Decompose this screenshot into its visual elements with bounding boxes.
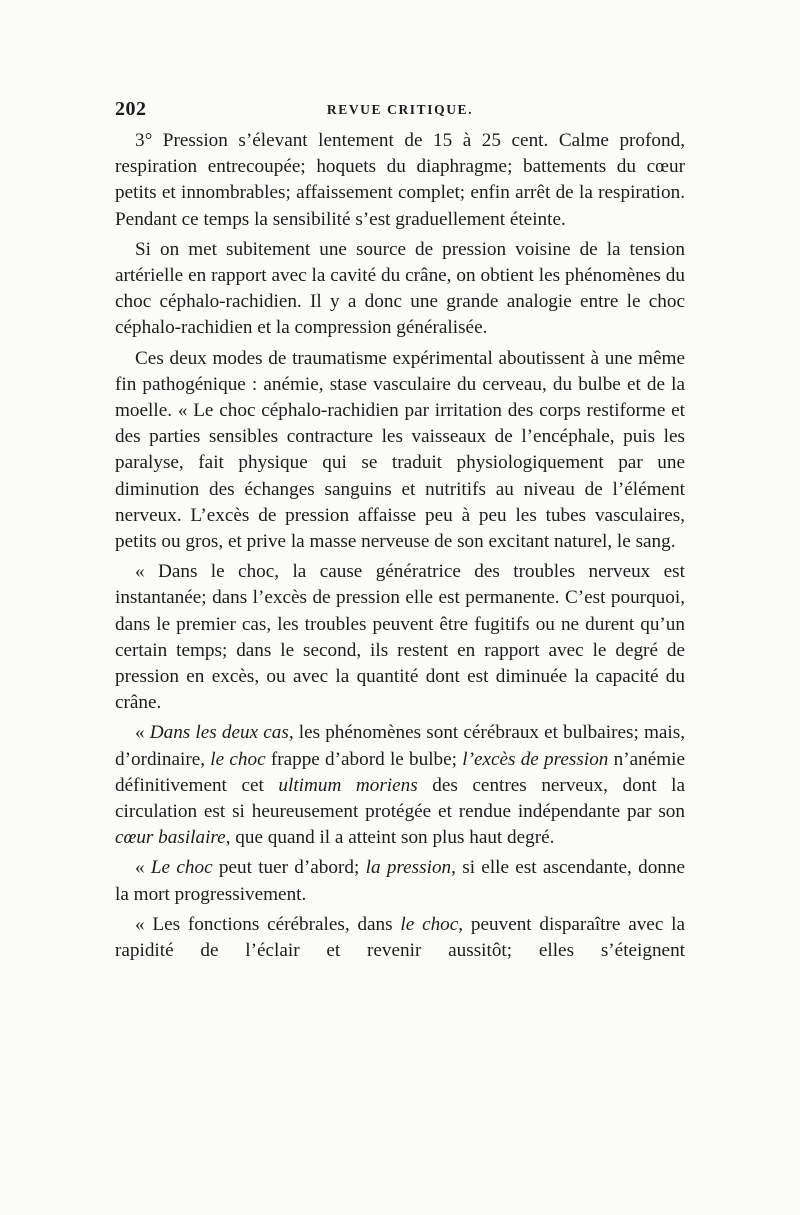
text-run: « Les fonctions cérébrales, dans [135,913,401,935]
text-run: , si elle est ascendante, donne la mort progressivement. [115,857,686,905]
body-text [115,128,685,964]
italic-text: ultimum moriens [278,774,418,796]
text-run: peut tuer d’abord; [212,857,366,879]
paragraph [115,128,685,233]
text-run: « Dans le choc, la cause génératrice des troubles nerveux est instantanée; dans l’excès de pression elle est permanente. C’est pourquoi, dans le premier cas, les troubles peuvent être fugitifs ou ne durent qu’un certain temps; dans le second, ils restent en rapport avec le degré de pression en excès, ou avec la quantité dont est diminuée la capacité du crâne. [115,561,685,714]
text-run: , peuvent disparaître avec la rapidité de l’éclair et revenir aussitôt; elles s’éteignent [115,913,685,962]
text-run: « [135,722,150,744]
paragraph [115,346,685,556]
paragraph [115,559,685,716]
text-run: n’anémie définitivement cet [115,748,686,796]
italic-text: cœur basilaire [115,827,226,849]
running-title: REVUE CRITIQUE. [326,102,474,117]
paragraph [115,237,685,342]
text-run: , que quand il a atteint son plus haut degré. [225,827,555,849]
italic-text: Dans les deux cas [149,722,289,744]
page-number: 202 [115,98,147,120]
text-run: frappe d’abord le bulbe; [265,748,463,770]
italic-text: l’excès de pression [462,748,609,770]
paragraph [115,855,685,907]
text-run: Ces deux modes de traumatisme expérimental aboutissent à une même fin pathogénique : anémie, stase vasculaire du cerveau, du bulbe et de la moelle. « Le choc céphalo-rachidien par irritation des corps restiforme et des parties sensibles contracture les vaisseaux de l’encéphale, puis les paralyse, fait physique qui se traduit physiologiquement par une diminution des échanges sanguins et nutritifs au niveau de l’élément nerveux. L’excès de pression affaisse peu à peu les tubes vasculaires, petits ou gros, et prive la masse nerveuse de son excitant naturel, le sang. [115,347,685,553]
page-header [115,98,685,126]
italic-text: Le choc [150,857,213,879]
paragraph [115,912,685,964]
text-run: des centres nerveux, dont la circulation est si heureusement protégée et rendue indépendante par son [115,774,686,823]
italic-text: le choc [400,913,459,935]
italic-text: la pression [365,857,452,879]
paragraph [115,720,685,851]
text-run: « [135,857,151,879]
text-run: , les phénomènes sont cérébraux et bulbaires; mais, d’ordinaire, [115,722,686,770]
text-run: 3° Pression s’élevant lentement de 15 à 25 cent. Calme profond, respiration entrecoupée; hoquets du diaphragme; battements du cœur petits et innombrables; affaissement complet; enfin arrêt de la respiration. Pendant ce temps la sensibilité s’est graduellement éteinte. [115,130,685,230]
italic-text: le choc [210,748,266,770]
text-run: Si on met subitement une source de pression voisine de la tension artérielle en rapport avec la cavité du crâne, on obtient les phénomènes du choc céphalo-rachidien. Il y a donc une grande analogie entre le choc céphalo-rachidien et la compression généralisée. [115,238,685,339]
